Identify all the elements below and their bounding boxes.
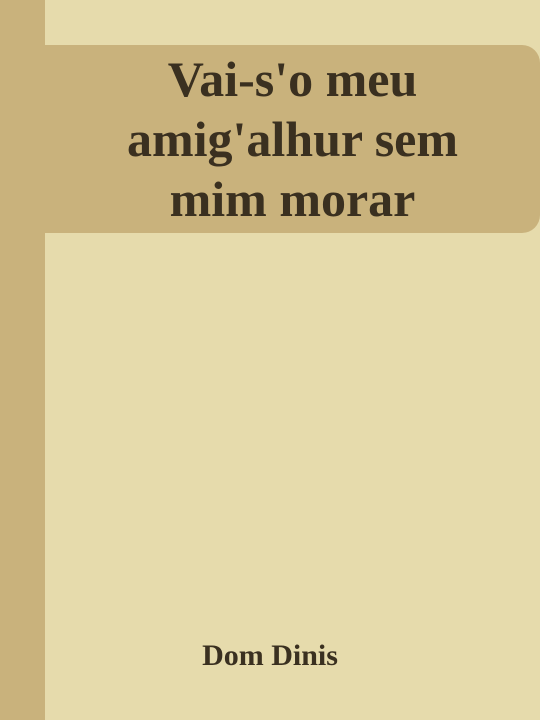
title-band	[45, 45, 540, 233]
book-author: Dom Dinis	[202, 639, 338, 672]
cover-spine	[0, 0, 45, 720]
book-title: Vai-s'o meu amig'alhur sem mim morar	[126, 51, 459, 227]
